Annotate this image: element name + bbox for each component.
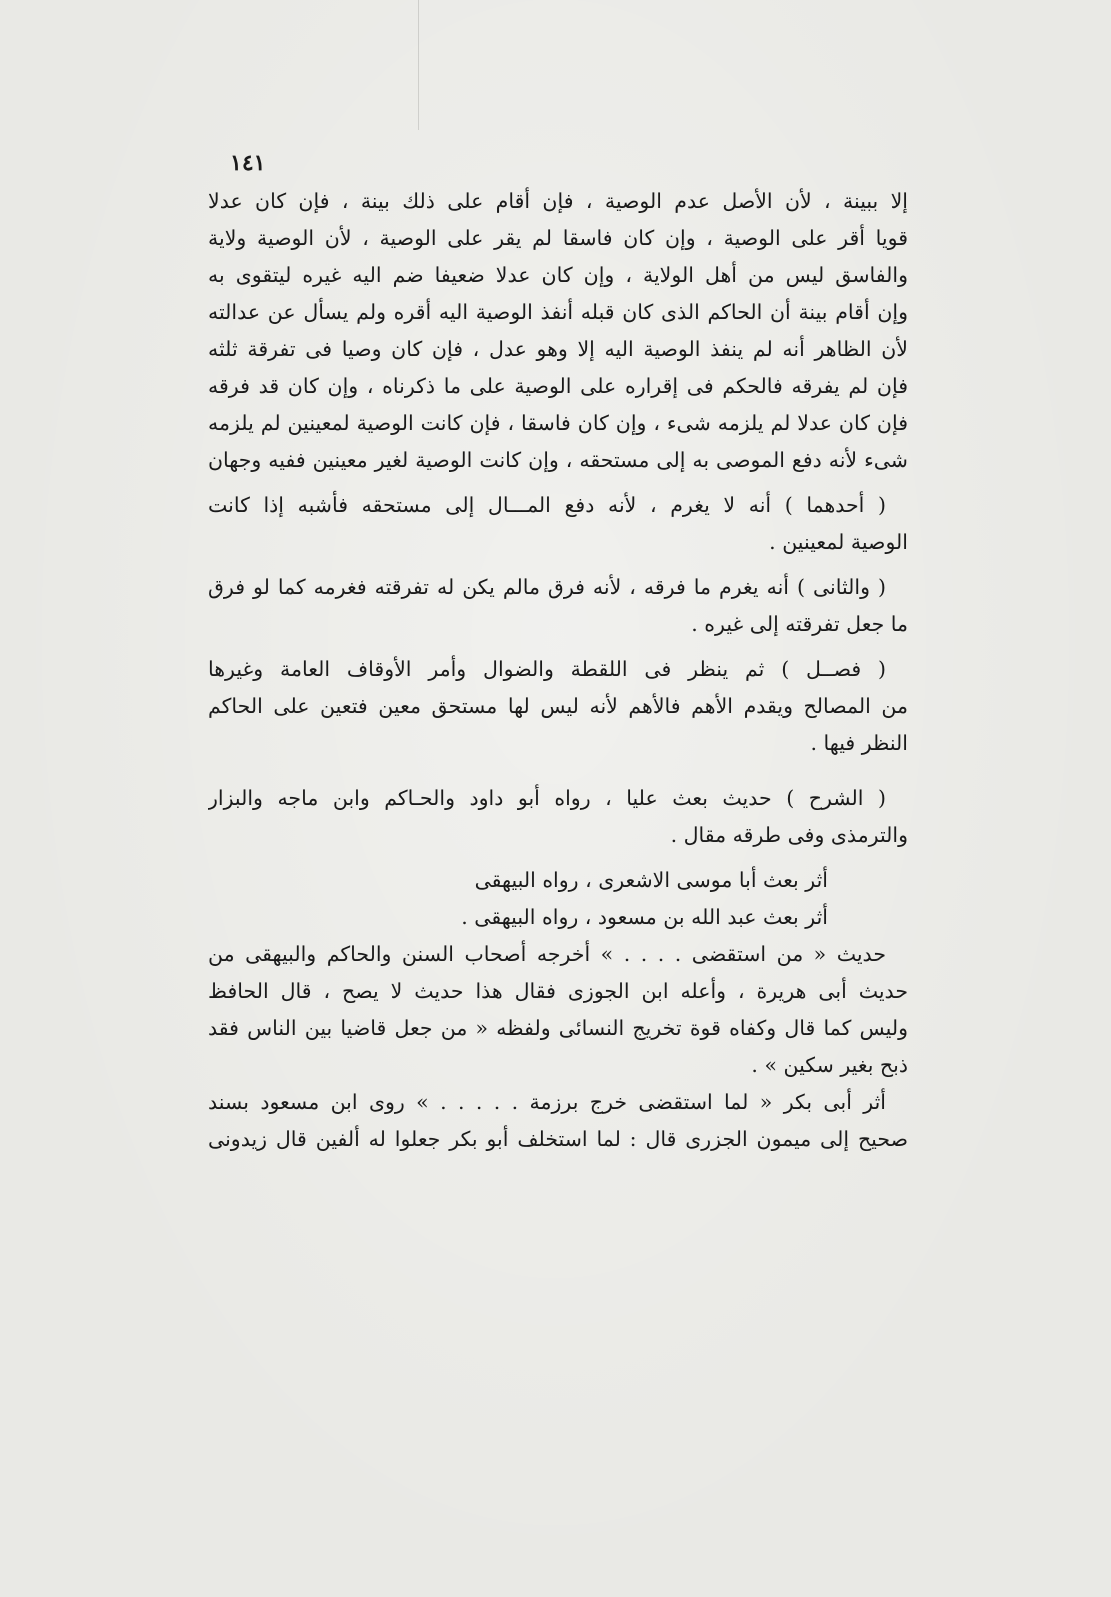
athar-line: أثر بعث أبا موسى الاشعرى ، رواه البيهقى [474,868,828,892]
text-line: الوصية لمعينين . [769,530,908,554]
text-line: ( والثانى ) أنه يغرم ما فرقه ، لأنه فرق مالم يكن له تفرقته فغرمه كما لو فرق [208,575,886,599]
text-line: والفاسق ليس من أهل الولاية ، وإن كان عدلا ضعيفا ضم اليه غيره ليتقوى به [208,263,908,287]
page-body [208,183,908,1158]
paragraph-3 [208,569,908,643]
text-line: حديث أبى هريرة ، وأعله ابن الجوزى فقال هذا حديث لا يصح ، قال الحافظ [208,979,908,1003]
paragraph-2 [208,487,908,561]
athar-line: أثر بعث عبد الله بن مسعود ، رواه البيهقى . [461,905,828,929]
text-line: ( الشرح ) حديث بعث عليا ، رواه أبو داود والحـاكم وابن ماجه والبزار [208,786,886,810]
text-line: صحيح إلى ميمون الجزرى قال : لما استخلف أبو بكر جعلوا له ألفين قال زيدونى [208,1127,908,1151]
text-line: ما جعل تفرقته إلى غيره . [691,612,908,636]
text-line: وليس كما قال وكفاه قوة تخريج النسائى ولفظه « من جعل قاضيا بين الناس فقد [208,1016,908,1040]
text-line: حديث « من استقضى . . . . » أخرجه أصحاب السنن والحاكم والبيهقى من [208,942,886,966]
text-line: قويا أقر على الوصية ، وإن كان فاسقا لم يقر على الوصية ، لأن الوصية ولاية [208,226,908,250]
text-line: من المصالح ويقدم الأهم فالأهم لأنه ليس لها مستحق معين فتعين على الحاكم [208,694,908,718]
text-line: والترمذى وفى طرقه مقال . [670,823,908,847]
page-number: ١٤١ [230,150,266,176]
text-line: ( أحدهما ) أنه لا يغرم ، لأنه دفع المـــال إلى مستحقه فأشبه إذا كانت [208,493,886,517]
text-line: فإن كان عدلا لم يلزمه شىء ، وإن كان فاسقا ، فإن كانت الوصية لمعينين لم يلزمه [208,411,908,435]
text-line: ذبح بغير سكين » . [751,1053,908,1077]
text-line: أثر أبى بكر « لما استقضى خرج برزمة . . . . . » روى ابن مسعود بسند [208,1090,886,1114]
text-line: إلا ببينة ، لأن الأصل عدم الوصية ، فإن أقام على ذلك بينة ، فإن كان عدلا [208,189,908,213]
text-line: وإن أقام بينة أن الحاكم الذى كان قبله أنفذ الوصية اليه أقره ولم يسأل عن عدالته [208,300,908,324]
text-line: شىء لأنه دفع الموصى به إلى مستحقه ، وإن كانت الوصية لغير معينين ففيه وجهان [208,448,908,472]
page-fold-line [418,0,419,130]
text-line: لأن الظاهر أنه لم ينفذ الوصية اليه إلا وهو عدل ، فإن كان وصيا فى تفرقة ثلثه [208,337,908,361]
sharh-paragraph [208,780,908,854]
text-line: فإن لم يفرقه فالحكم فى إقراره على الوصية على ما ذكرناه ، وإن كان قد فرقه [208,374,908,398]
text-line: ( فصــل ) ثم ينظر فى اللقطة والضوال وأمر الأوقاف العامة وغيرها [208,657,886,681]
paragraph-1 [208,183,908,479]
athar-abu-bakr-paragraph [208,1084,908,1158]
hadith-paragraph [208,936,908,1084]
section-fasl [208,651,908,762]
text-line: النظر فيها . [810,731,908,755]
